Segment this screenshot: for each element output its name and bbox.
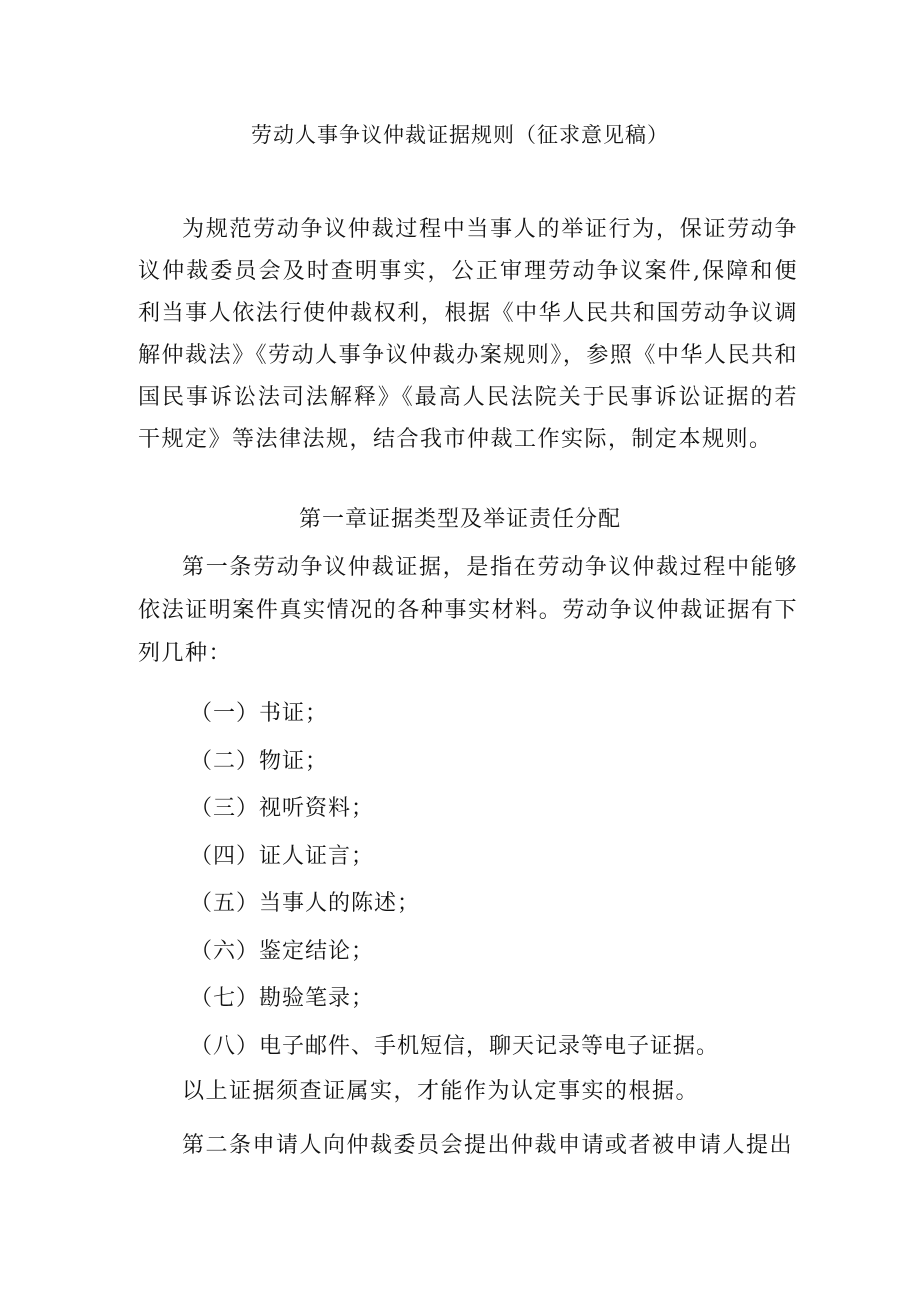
list-item: （八）电子邮件、手机短信，聊天记录等电子证据。 <box>190 1033 720 1059</box>
intro-paragraph: 为规范劳动争议仲裁过程中当事人的举证行为，保证劳动争议仲裁委员会及时查明事实，公正审理劳动争议案件,保障和便利当事人依法行使仲裁权利，根据《中华人民共和国劳动争议调解仲裁法》《劳动人事争议仲裁办案规则》，参照《中华人民共和国民事诉讼法司法解释》《最高人民法院关于民事诉讼证据的若干规定》等法律法规，结合我市仲裁工作实际，制定本规则。 <box>138 217 798 452</box>
list-item: （一）书证； <box>190 701 329 726</box>
list-item: （三）视听资料； <box>190 796 375 821</box>
list-item: （五）当事人的陈述； <box>190 891 421 916</box>
evidence-type-list <box>190 690 810 1070</box>
article-1-closing: 以上证据须查证属实，才能作为认定事实的根据。 <box>182 1079 700 1104</box>
list-item: （七）勘验笔录； <box>190 986 375 1011</box>
article-1-paragraph: 第一条劳动争议仲裁证据，是指在劳动争议仲裁过程中能够依法证明案件真实情况的各种事实材料。劳动争议仲裁证据有下列几种： <box>138 555 798 666</box>
list-item: （四）证人证言； <box>190 843 375 869</box>
article-2-start: 第二条申请人向仲裁委员会提出仲裁申请或者被申请人提出 <box>182 1133 794 1158</box>
list-item: （六）鉴定结论； <box>190 938 375 964</box>
list-item: （二）物证； <box>190 748 329 774</box>
chapter-heading: 第一章证据类型及举证责任分配 <box>298 507 621 532</box>
document-title: 劳动人事争议仲裁证据规则（征求意见稿） <box>251 123 669 147</box>
